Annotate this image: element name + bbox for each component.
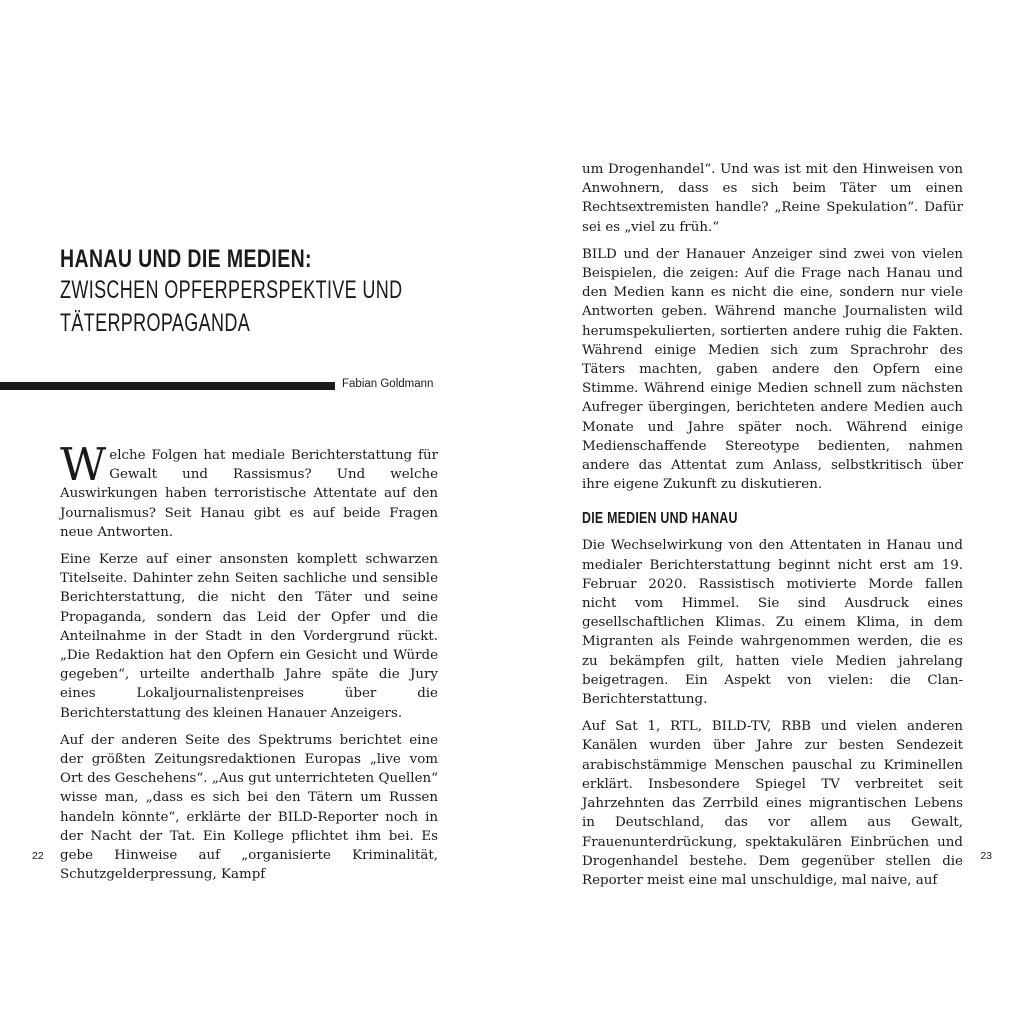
- intro-text: elche Folgen hat mediale Berichterstattung für Gewalt und Rassismus? Und welche Auswirkungen haben terroristische Attentate auf den Journalismus? Seit Hanau gibt es auf beide Fragen neue Antworten.: [60, 448, 438, 540]
- title-rule: [0, 382, 335, 390]
- body-paragraph: Auf Sat 1, RTL, BILD-TV, RBB und vielen anderen Kanälen wurden über Jahre zur besten Sendezeit arabischstämmige Menschen pauschal zu Kriminellen erklärt. Insbesondere Spiegel TV verbreitet seit Jahrzehnten das Zerrbild eines migrantischen Lebens in Deutschland, das vor allem aus Gewalt, Frauenunterdrückung, spektakulären Einbrüchen und Drogenhandel bestehe. Dem gegenüber stellen die Reporter meist eine mal unschuldige, mal naive, auf: [582, 719, 963, 888]
- right-page: [512, 0, 1024, 1024]
- author-name: Fabian Goldmann: [342, 378, 434, 390]
- title-line-3: TÄTERPROPAGANDA: [60, 309, 251, 337]
- body-paragraph: Eine Kerze auf einer ansonsten komplett schwarzen Titelseite. Dahinter zehn Seiten sachliche und sensible Berichterstattung, die nicht den Täter und seine Propaganda, sondern das Leid der Opfer und die Anteilnahme in der Stadt in den Vordergrund rückt. „Die Redaktion hat den Opfern ein Gesicht und Würde gegeben“, urteilte anderthalb Jahre späte die Jury eines Lokaljournalistenpreises über die Berichterstattung des kleinen Hanauer Anzeigers.: [60, 552, 438, 721]
- body-paragraph: BILD und der Hanauer Anzeiger sind zwei von vielen Beispielen, die zeigen: Auf die Frage nach Hanau und den Medien kann es nicht die eine, sondern nur viele Antworten geben. Während manche Journalisten wild herumspekulierten, sortierten andere ruhig die Fakten. Während einige Medien sich zum Sprachrohr des Täters machten, gaben andere den Opfern eine Stimme. Während einige Medien schnell zum nächsten Aufreger übergingen, berichteten andere Medien auch Monate und Jahre später noch. Während einige Medienschaffende Stereotype bedienten, nahmen andere das Attentat zum Anlass, selbstkritisch über ihre eigene Zukunft zu diskutieren.: [582, 246, 963, 493]
- title-line-1: HANAU UND DIE MEDIEN:: [60, 245, 312, 273]
- body-paragraph: um Drogenhandel“. Und was ist mit den Hinweisen von Anwohnern, dass es sich beim Täter um einen Rechtsextremisten handle? „Reine Spekulation“. Dafür sei es „viel zu früh.“: [582, 162, 963, 235]
- right-column: [582, 160, 963, 898]
- left-column: [60, 438, 438, 892]
- intro-paragraph: [60, 438, 438, 542]
- article-title: [60, 244, 440, 340]
- drop-cap: W: [60, 438, 107, 491]
- page-number: 23: [980, 850, 992, 862]
- body-paragraph: Die Wechselwirkung von den Attentaten in Hanau und medialer Berichterstattung beginnt nicht erst am 19. Februar 2020. Rassistisch motivierte Morde fallen nicht vom Himmel. Sie sind Ausdruck eines gesellschaftlichen Klimas. Zu einem Klima, in dem Migranten als Feinde wahrgenommen werden, die es zu bekämpfen gilt, hatten viele Medien jahrelang beigetragen. Ein Aspekt von vielen: die Clan-Berichterstattung.: [582, 538, 963, 708]
- section-heading: DIE MEDIEN UND HANAU: [582, 510, 738, 528]
- body-paragraph: Auf der anderen Seite des Spektrums berichtet eine der größten Zeitungsredaktionen Europas „live vom Ort des Geschehens“. „Aus gut unterrichteten Quellen“ wisse man, „dass es sich bei den Tätern um Russen handeln könnte“, erklärte der BILD-Reporter noch in der Nacht der Tat. Ein Kollege pflichtet ihm bei. Es gebe Hinweise auf „organisierte Kriminalität, Schutzgelderpressung, Kampf: [60, 732, 438, 883]
- title-line-2: ZWISCHEN OPFERPERSPEKTIVE UND: [60, 276, 403, 304]
- page-number: 22: [32, 850, 44, 862]
